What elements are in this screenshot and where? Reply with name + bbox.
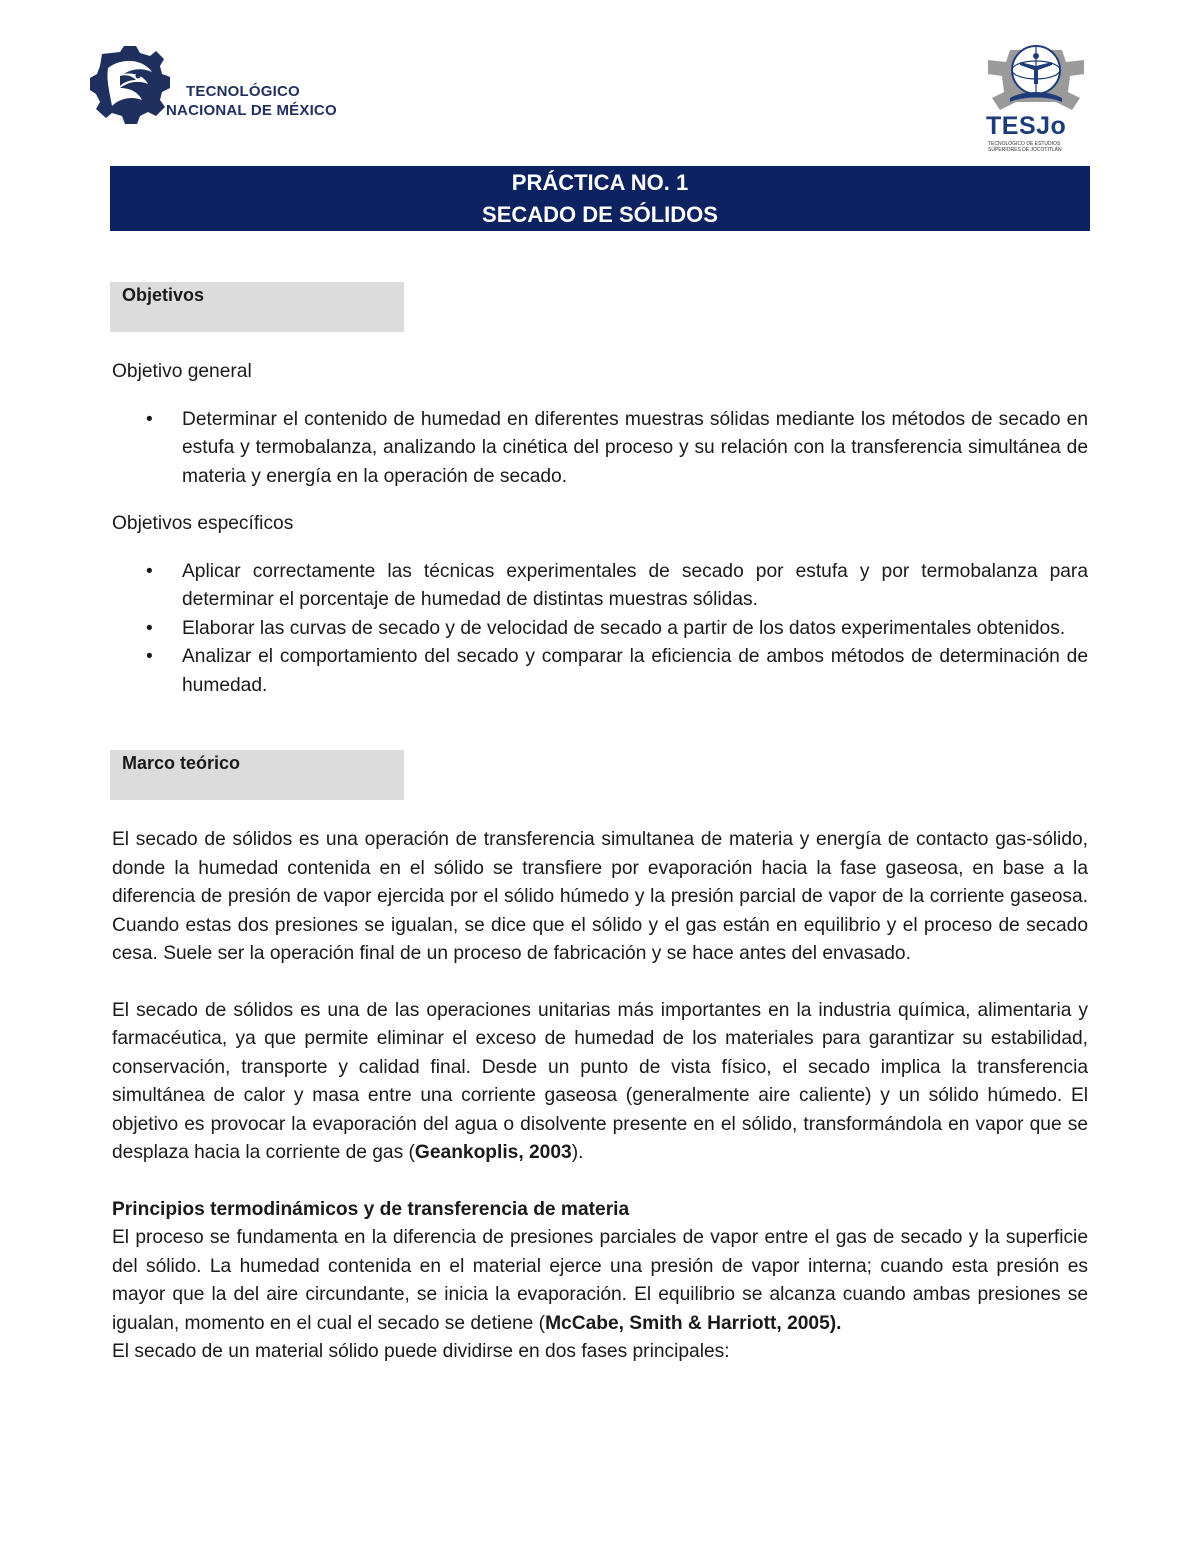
list-item-text: Aplicar correctamente las técnicas experimentales de secado por estufa y por termobalanza para determinar el porcentaje de humedad de distintas muestras sólidas. [182, 560, 1088, 610]
objetivos-especificos-list [112, 558, 1088, 701]
list-item [112, 643, 1088, 700]
marco-paragraph-1: El secado de sólidos es una operación de transferencia simultanea de materia y energía de contacto gas-sólido, donde la humedad contenida en el sólido se transfiere por evaporación hacia la fase gaseosa, en base a la diferencia de presión de vapor ejercida por el sólido húmedo y la presión parcial de vapor de la corriente gaseosa. Cuando estas dos presiones se igualan, se dice que el sólido y el gas están en equilibrio y el proceso de secado cesa. Suele ser la operación final de un proceso de fabricación y se hace antes del envasado. [112, 829, 1088, 964]
bullet-icon: • [146, 560, 153, 582]
paragraph-text: El proceso se fundamenta en la diferencia de presiones parciales de vapor entre el gas de secado y la superficie del sólido. La humedad contenida en el material ejerce una presión de vapor interna; cuando esta presión es mayor que la del aire circundante, se inicia la evaporación. El equilibrio se alcanza cuando ambas presiones se igualan, momento en el cual el secado se detiene ( [112, 1227, 1088, 1334]
section-heading-marco-teorico [110, 750, 404, 800]
list-item-text: Determinar el contenido de humedad en diferentes muestras sólidas mediante los métodos de secado en estufa y termobalanza, analizando la cinética del proceso y su relación con la transferencia simultánea de materia y energía en la operación de secado. [182, 408, 1088, 487]
paragraph-text: El secado de sólidos es una de las operaciones unitarias más importantes en la industria química, alimentaria y farmacéutica, ya que permite eliminar el exceso de humedad de los materiales para garantizar su estabilidad, conservación, transporte y calidad final. Desde un punto de vista físico, el secado implica la transferencia simultánea de calor y masa entre una corriente gaseosa (generalmente aire caliente) y un sólido húmedo. El objetivo es provocar la evaporación del agua o disolvente presente en el sólido, transformándola en vapor que se desplaza hacia la corriente de gas ( [112, 999, 1088, 1163]
objetivo-general-list [112, 406, 1088, 492]
tesjo-emblem-icon [980, 40, 1092, 116]
practice-number: PRÁCTICA NO. 1 [511, 170, 689, 195]
bullet-icon: • [146, 646, 153, 667]
marco-paragraph-2 [112, 997, 1088, 1168]
objetivo-general-label: Objetivo general [112, 361, 252, 382]
paragraph-text-end: ). [571, 1142, 584, 1163]
list-item-text: Analizar el comportamiento del secado y comparar la eficiencia de ambos métodos de determinación de humedad. [182, 646, 1088, 696]
marco-paragraph-4: El secado de un material sólido puede dividirse en dos fases principales: [112, 1341, 730, 1362]
tesjo-acronym: TESJo [986, 112, 1067, 140]
marco-teorico-content [112, 826, 1088, 1367]
tecnm-name [166, 82, 337, 120]
tecnm-name-line1: TECNOLÓGICO [186, 83, 300, 100]
tecnm-logo [90, 46, 360, 146]
practice-name: SECADO DE SÓLIDOS [482, 202, 718, 227]
list-item-text: Elaborar las curvas de secado y de velocidad de secado a partir de los datos experimentales obtenidos. [182, 617, 1066, 639]
bullet-icon: • [146, 408, 153, 430]
tecnm-gear-eagle-icon [90, 46, 170, 146]
tecnm-name-line2: NACIONAL DE MÉXICO [166, 102, 337, 119]
objetivos-content [112, 358, 1088, 700]
subsection-heading: Principios termodinámicos y de transferencia de materia [112, 1198, 630, 1220]
objetivos-especificos-label: Objetivos específicos [112, 513, 294, 534]
citation: McCabe, Smith & Harriott, 2005). [545, 1312, 842, 1334]
marco-paragraph-3 [112, 1224, 1088, 1338]
practice-title-bar [110, 166, 1090, 231]
section-heading-objetivos [110, 282, 404, 332]
page-header [0, 0, 1200, 160]
citation: Geankoplis, 2003 [414, 1142, 572, 1163]
tesjo-subtitle: TECNOLÓGICO DE ESTUDIOS SUPERIORES DE JOCOTITLÁN [988, 141, 1062, 153]
list-item [112, 406, 1088, 492]
section-heading-label: Objetivos [122, 285, 205, 305]
list-item [112, 558, 1088, 615]
tesjo-logo [980, 40, 1092, 155]
list-item [112, 615, 1088, 644]
bullet-icon: • [146, 617, 153, 639]
section-heading-label: Marco teórico [122, 753, 241, 773]
